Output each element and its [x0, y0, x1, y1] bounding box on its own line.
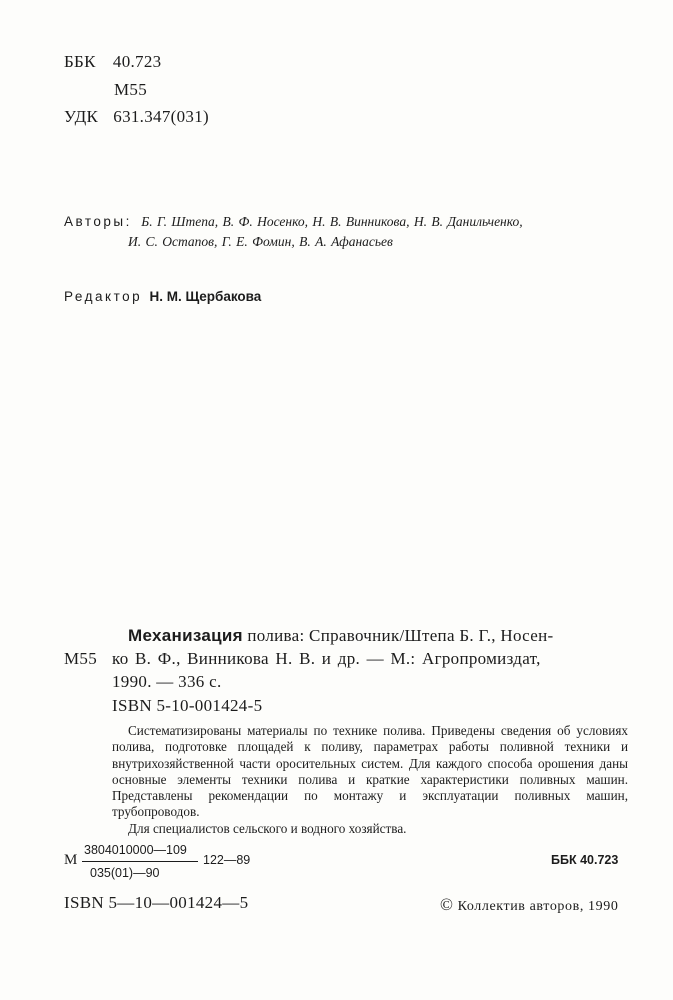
bib-title: Механизация: [128, 626, 243, 645]
bbk-value: 40.723: [112, 52, 162, 71]
code-suffix: 122—89: [203, 853, 251, 867]
code-bbk: ББК 40.723: [551, 853, 619, 867]
annotation-audience: Для специалистов сельского и водного хозяйства.: [128, 820, 407, 836]
bib-line-1-text: полива: Справочник/Штепа Б. Г., Носен-: [242, 626, 554, 645]
code-denominator: 035(01)—90: [90, 866, 160, 880]
copyright-text: Коллектив авторов, 1990: [457, 899, 619, 914]
footer-isbn: ISBN 5—10—001424—5: [64, 893, 249, 912]
copyright-icon: ©: [440, 895, 454, 914]
authors-label: Авторы:: [64, 214, 132, 229]
copyright: [440, 895, 618, 915]
bbk-label: ББК: [64, 52, 96, 71]
author-mark: М55: [114, 80, 148, 99]
authors-block: [64, 214, 523, 230]
editor-label: Редактор: [64, 289, 143, 304]
code-letter: М: [64, 852, 78, 868]
bib-mark: М55: [64, 649, 98, 668]
bbk-line: [64, 52, 161, 72]
annotation: [112, 723, 628, 837]
authors-line-2: И. С. Остапов, Г. Е. Фомин, В. А. Афанасьев: [128, 234, 393, 249]
bib-isbn: ISBN 5-10-001424-5: [112, 696, 263, 715]
authors-line-1: Б. Г. Штепа, В. Ф. Носенко, Н. В. Винникова, Н. В. Данильченко,: [141, 214, 523, 229]
bib-line-3: 1990. — 336 с.: [112, 672, 222, 691]
annotation-text: Систематизированы материалы по технике полива. Приведены сведения об условиях полива, подготовке площадей к поливу, параметрах работы поливной техники и внутрихозяйственной части оросительных систем. Для каждого способа орошения даны основные элементы техники полива и краткие характеристики поливных машин. Представлены рекомендации по монтажу и эксплуатации поливных машин, трубопроводов.: [112, 723, 628, 820]
bib-line-2: ко В. Ф., Винникова Н. В. и др. — М.: Агропромиздат,: [112, 649, 541, 668]
udk-line: [64, 107, 209, 127]
udk-value: 631.347(031): [113, 107, 209, 126]
editor-block: [64, 289, 261, 305]
code-numerator: 3804010000—109: [84, 843, 187, 857]
udk-label: УДК: [64, 107, 99, 126]
bib-line-1: [128, 626, 553, 646]
editor-name: Н. М. Щербакова: [149, 289, 262, 304]
fraction-bar: [82, 861, 198, 862]
